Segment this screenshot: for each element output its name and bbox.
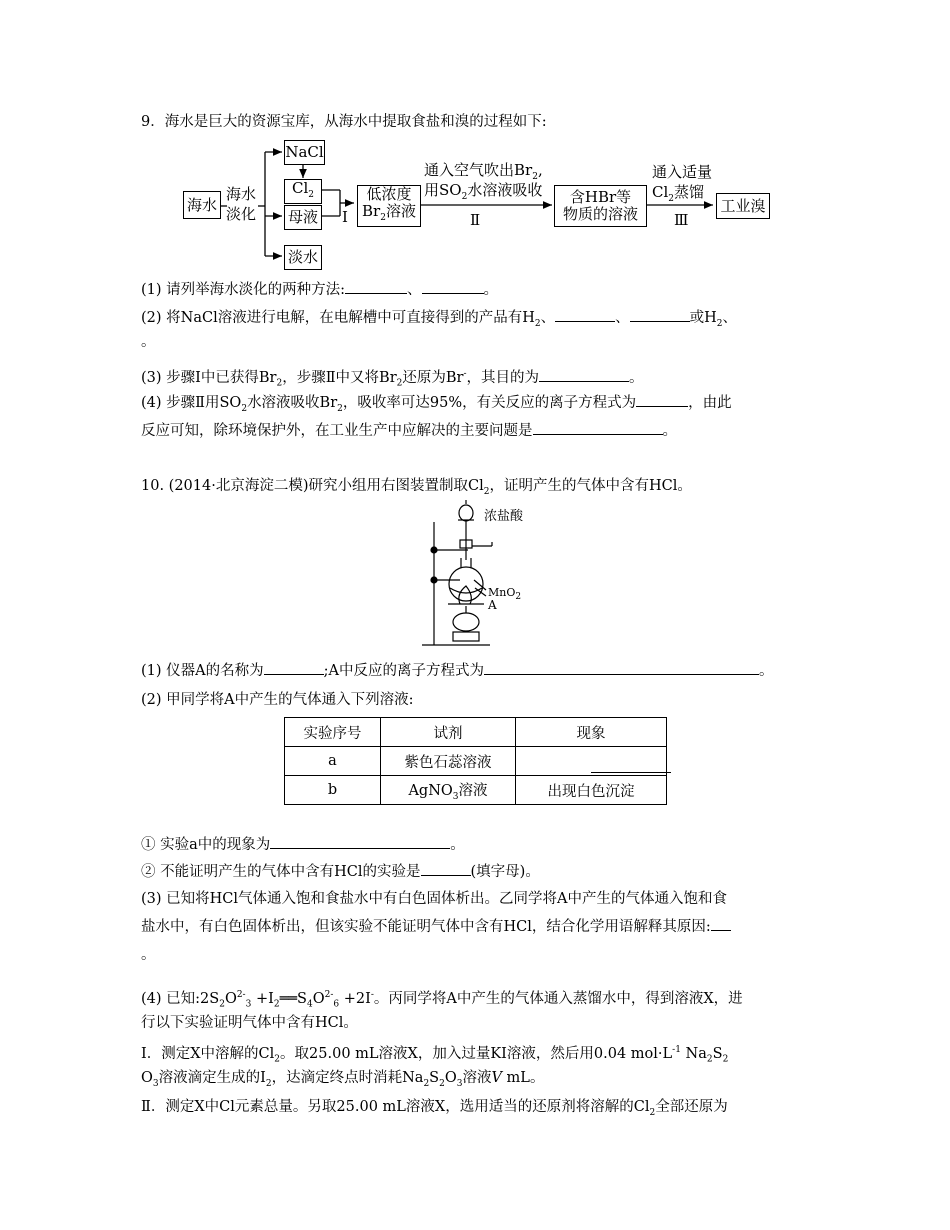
q10-part4: (4) 已知$:2S_2O^{2-}_3$ $+I_2══S_4O^{2-}_6 +2I^-$。丙同学将A中产生的气体通入蒸馏水中，得到溶液X，进 — [141, 989, 743, 1010]
flow-seawater-label: 海水 — [186, 195, 217, 214]
table-header: 现象 — [516, 718, 667, 747]
q10-c1: ① 实验a中的现象为 。 — [141, 837, 465, 853]
flow-arrows — [0, 0, 950, 280]
q9-part3: (3) 步骤Ⅰ中已获得$Br_2$，步骤Ⅱ中又将$Br_2$还原为Br-，其目的为 。 — [141, 369, 644, 389]
experiment-table — [284, 717, 667, 805]
table-row — [285, 776, 667, 805]
flow-product-label: 工业溴 — [720, 196, 766, 215]
q10-step1-cont: $O_3$溶液滴定生成的$I_2$，达滴定终点时消耗$Na_2S_2O_3$溶液V mL。 — [141, 1070, 545, 1089]
q10-c2: ② 不能证明产生的气体中含有HCl的实验是 (填字母)。 — [141, 864, 540, 880]
q9-intro: 9．海水是巨大的资源宝库，从海水中提取食盐和溴的过程如下: — [141, 114, 547, 130]
flow-product-box — [716, 193, 770, 219]
flow-note3-line2: $Cl_2$蒸馏 — [652, 183, 705, 204]
flow-cl2-box — [284, 179, 322, 204]
flow-note3-line1: 通入适量 — [652, 163, 713, 181]
apparatus-figure — [420, 500, 540, 650]
apparatus-a-label: A — [488, 598, 497, 612]
q9-part4: (4) 步骤Ⅱ用$SO_2$水溶液吸收$Br_2$，吸收率可达95%，有关反应的离子方程式为 ，由此 — [141, 395, 732, 414]
flow-lowbr-line2: $Br_2$溶液 — [362, 201, 416, 223]
table-header: 试剂 — [381, 718, 516, 747]
table-row — [285, 747, 667, 776]
table-header-row — [285, 718, 667, 747]
table-cell: a — [285, 747, 381, 776]
flow-hbr-box — [554, 185, 647, 227]
q10-part4-cont: 行以下实验证明气体中含有HCl。 — [141, 1015, 358, 1031]
flow-cl2-label: $Cl_2$ — [291, 178, 314, 200]
table-cell: AgNO$_3$溶液 — [381, 776, 516, 805]
q10-part3: (3) 已知将HCl气体通入饱和食盐水中有白色固体析出。乙同学将A中产生的气体通入饱和食 — [141, 891, 727, 907]
q10-step1: Ⅰ．测定X中溶解的$Cl_2$。取25.00 mL溶液X，加入过量KI溶液，然后用0.04 $mol\cdot L^{-1}$ $Na_2S_2$ — [141, 1045, 729, 1065]
q10-part3-cont: 盐水中，有白色固体析出，但该实验不能证明气体中含有HCl，结合化学用语解释其原因: — [141, 917, 731, 937]
flow-desal-label-1: 海水 — [226, 185, 257, 203]
flow-diagram — [0, 0, 950, 280]
table-cell: b — [285, 776, 381, 805]
flow-lowbr-line1: 低浓度 — [366, 184, 412, 203]
table-cell — [516, 747, 667, 776]
q10-step2: Ⅱ．测定X中Cl元素总量。另取25.00 mL溶液X，选用适当的还原剂将溶解的$Cl_2$全部还原为 — [141, 1099, 728, 1118]
flow-desal-label-2: 淡化 — [226, 205, 257, 223]
q9-part2-cont: 。 — [141, 334, 156, 350]
table-cell: 出现白色沉淀 — [516, 776, 667, 805]
flow-fresh-label: 淡水 — [287, 248, 318, 266]
flow-nacl-label: NaCl — [285, 143, 324, 161]
apparatus-acid-label: 浓盐酸 — [484, 509, 524, 524]
phenomenon-blank — [591, 759, 671, 773]
q9-part4-cont: 反应可知，除环境保护外，在工业生产中应解决的主要问题是 。 — [141, 423, 677, 439]
flow-step1: Ⅰ — [342, 208, 348, 226]
apparatus-mno2-label: MnO$_2$ — [488, 586, 522, 603]
flow-step2: Ⅱ — [470, 211, 481, 229]
flow-hbr-line1: 含HBr等 — [569, 188, 632, 206]
q10-part1: (1) 仪器A的名称为 ;A中反应的离子方程式为 。 — [141, 663, 774, 679]
flow-hbr-line2: 物质的溶液 — [562, 205, 638, 223]
flow-step3: Ⅲ — [674, 211, 689, 229]
flow-mother-label: 母液 — [287, 208, 318, 226]
q10-part2: (2) 甲同学将A中产生的气体通入下列溶液: — [141, 692, 414, 708]
q10-intro: 10. (2014·北京海淀二模)研究小组用右图装置制取$Cl_2$，证明产生的气体中含有HCl。 — [141, 478, 692, 497]
table-cell: 紫色石蕊溶液 — [381, 747, 516, 776]
flow-note2-line1: 通入空气吹出$Br_2$, — [424, 161, 543, 182]
flow-seawater-box — [183, 191, 221, 219]
q10-part3-end: 。 — [141, 947, 156, 963]
flow-note2-line2: 用$SO_2$水溶液吸收 — [424, 181, 543, 202]
flow-nacl-box — [284, 140, 325, 165]
q9-part2: (2) 将NaCl溶液进行电解，在电解槽中可直接得到的产品有$H_2$、 、 或$H_2$、 — [141, 310, 737, 329]
q9-part1: (1) 请列举海水淡化的两种方法: 、 。 — [141, 282, 499, 298]
flow-fresh-box — [284, 245, 322, 270]
table-header: 实验序号 — [285, 718, 381, 747]
flow-lowbr-box — [357, 185, 421, 227]
flow-mother-box — [284, 205, 322, 230]
